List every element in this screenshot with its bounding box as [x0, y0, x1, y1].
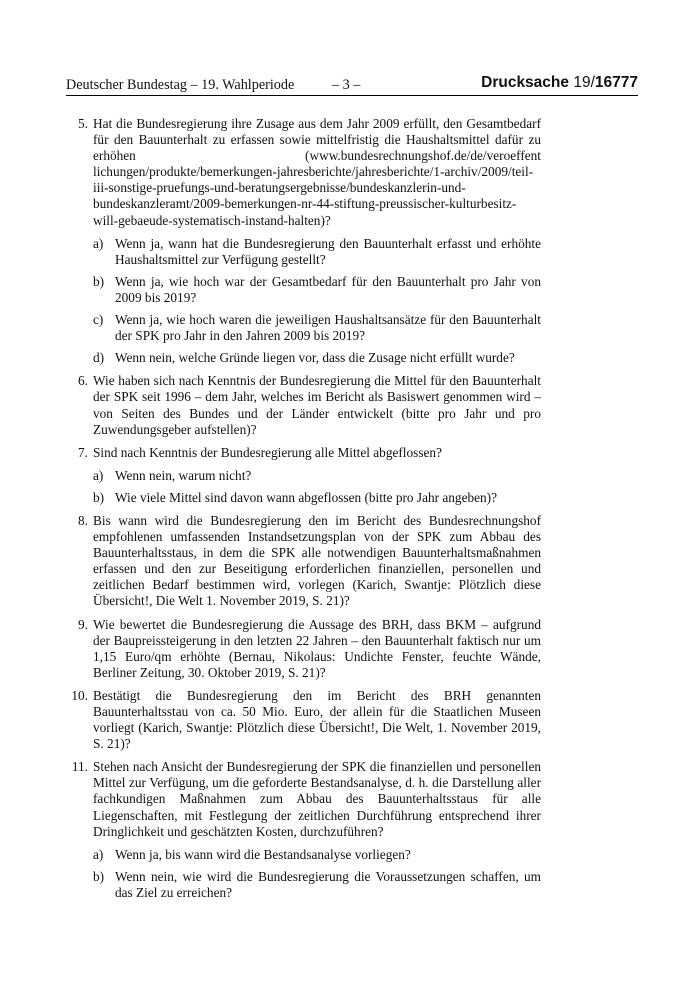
- sub-question-text: Wenn ja, wann hat die Bundesregierung den Bauunterhalt erfasst und erhöhte Haushaltsmittel zur Verfügung gestellt?: [115, 235, 541, 267]
- sub-question-label: c): [93, 312, 104, 328]
- question-number: 11.: [71, 759, 88, 775]
- header-document-number: [481, 74, 638, 92]
- question-text: Sind nach Kenntnis der Bundesregierung alle Mittel abgeflossen?: [93, 444, 442, 460]
- sub-question-item: [93, 312, 541, 344]
- sub-question-item: [93, 869, 541, 901]
- question-number: 8.: [78, 512, 88, 528]
- sub-question-list: [93, 847, 541, 901]
- question-item: [66, 373, 541, 437]
- sub-question-text: Wenn nein, welche Gründe liegen vor, dass die Zusage nicht erfüllt wurde?: [115, 350, 515, 366]
- sub-question-text: Wie viele Mittel sind davon wann abgeflossen (bitte pro Jahr angeben)?: [115, 489, 497, 505]
- question-text: Hat die Bundesregierung ihre Zusage aus dem Jahr 2009 erfüllt, den Gesamtbedarf für den Bauunterhalt zu erfassen sowie mittelfristig die Haushaltsmittel dafür zu erhöhen (www.bundesrechnungshof.de/de/veroeffent​lichungen/produkte/bemerkungen-jahresberichte/jahresberichte/1-archiv/2​009/teil-iii-sonstige-pruefungs-und-beratungsergebnisse/bundeskanzlerin-​und-bundeskanzleramt/2009-bemerkungen-nr-44-stiftung-preussischer-kul​turbesitz-will-gebaeude-systematisch-instand-halten)?: [93, 116, 541, 228]
- sub-question-text: Wenn ja, wie hoch waren die jeweiligen Haushaltsansätze für den Bauunterhalt der SPK pro Jahr in den Jahren 2009 bis 2019?: [115, 312, 541, 344]
- question-item: [66, 688, 541, 752]
- sub-question-list: [93, 236, 541, 367]
- sub-question-label: b): [93, 273, 105, 289]
- sub-question-label: a): [93, 846, 104, 862]
- question-number: 5.: [78, 116, 88, 131]
- question-item: [66, 759, 541, 901]
- question-item: [66, 116, 541, 366]
- question-number: 9.: [78, 616, 88, 632]
- sub-question-label: a): [93, 467, 104, 483]
- sub-question-label: b): [93, 868, 105, 884]
- question-item: [66, 617, 541, 681]
- sub-question-label: b): [93, 489, 105, 505]
- page-header: [66, 74, 638, 96]
- question-item: [66, 445, 541, 506]
- sub-question-item: [93, 274, 541, 306]
- header-number-prefix: 19/: [573, 74, 595, 91]
- sub-question-item: [93, 490, 541, 506]
- question-text: Wie haben sich nach Kenntnis der Bundesregierung die Mittel für den Bauunterhalt der SPK seit 1996 – dem Jahr, welches im Bericht als Basiswert genommen wird – von Seiten des Bundes und der Länder entwickelt (bitte pro Jahr und pro Zuwendungsgeber aufstellen)?: [93, 373, 541, 437]
- question-number: 10.: [71, 687, 88, 703]
- sub-question-item: [93, 236, 541, 268]
- sub-question-item: [93, 350, 541, 366]
- question-text: Bis wann wird die Bundesregierung den im Bericht des Bundesrechnungshof empfohlenen umfassenden Instandsetzungsplan von der SPK zum Abbau des Bauunterhaltsstaus, in dem die SPK alle notwendigen Bauunterhaltsmaßnahmen erfassen und den zur Beseitigung erforderlichen finanziellen, personellen und zeitlichen Bedarf bestimmen wird, vorlegen (Karich, Swantje: Plötzlich diese Übersicht!, Die Welt 1. November 2019, S. 21)?: [93, 512, 541, 609]
- question-text: Wie bewertet die Bundesregierung die Aussage des BRH, dass BKM – aufgrund der Baupreissteigerung in den letzten 22 Jahren – den Bauunterhalt faktisch nur um 1,15 Euro/qm erhöhte (Bernau, Nikolaus: Undichte Fenster, feuchte Wände, Berliner Zeitung, 30. Oktober 2019, S. 21)?: [93, 616, 541, 680]
- question-text: Bestätigt die Bundesregierung den im Bericht des BRH genannten Bauunterhaltsstau von ca. 50 Mio. Euro, der allein für die Staatlichen Museen vorliegt (Karich, Swantje: Plötzlich diese Übersicht!, Die Welt, 1. November 2019, S. 21)?: [93, 687, 541, 752]
- sub-question-item: [93, 468, 541, 484]
- header-page-number: – 3 –: [332, 77, 361, 93]
- question-list: [66, 116, 541, 908]
- question-item: [66, 513, 541, 610]
- sub-question-text: Wenn nein, warum nicht?: [115, 467, 252, 483]
- question-number: 6.: [78, 373, 88, 389]
- question-number: 7.: [78, 444, 88, 460]
- sub-question-label: d): [93, 350, 105, 366]
- sub-question-list: [93, 468, 541, 506]
- question-text: Stehen nach Ansicht der Bundesregierung der SPK die finanziellen und personellen Mittel zur Verfügung, um die geforderte Bestandsanalyse, d. h. die Darstellung aller fachkundigen Maßnahmen zum Abbau des Bauunterhaltsstaus für alle Liegenschaften, mit Festlegung der zeitlichen Durchführung entsprechend ihrer Dringlichkeit und geschätzten Kosten, durchzuführen?: [93, 759, 541, 839]
- sub-question-item: [93, 847, 541, 863]
- header-rule: [66, 95, 638, 96]
- header-document-label: Drucksache: [481, 74, 570, 91]
- header-parliament-term: Deutscher Bundestag – 19. Wahlperiode: [66, 77, 295, 93]
- header-number-suffix: 16777: [594, 74, 638, 91]
- sub-question-text: Wenn nein, wie wird die Bundesregierung die Voraussetzungen schaffen, um das Ziel zu erreichen?: [115, 868, 541, 900]
- sub-question-label: a): [93, 235, 104, 251]
- sub-question-text: Wenn ja, bis wann wird die Bestandsanalyse vorliegen?: [115, 846, 411, 862]
- sub-question-text: Wenn ja, wie hoch war der Gesamtbedarf für den Bauunterhalt pro Jahr von 2009 bis 2019?: [115, 273, 541, 305]
